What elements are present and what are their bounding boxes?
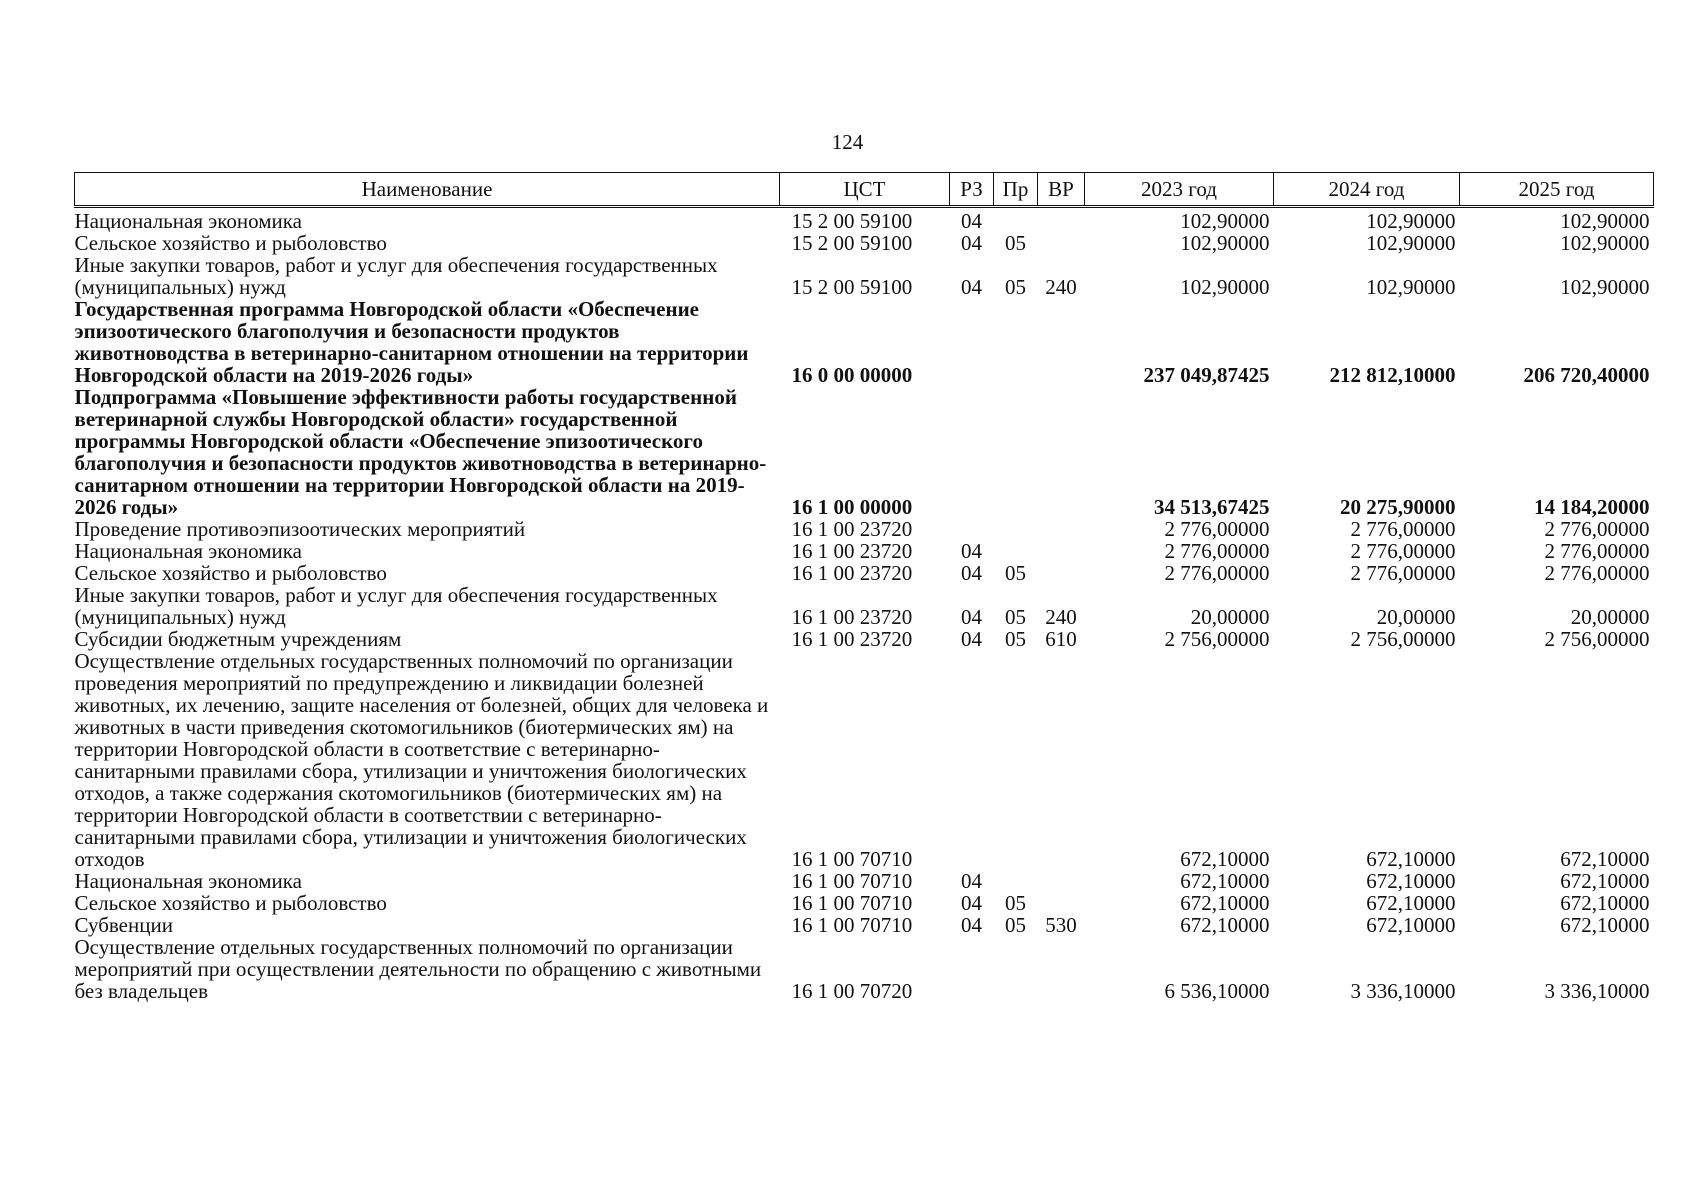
cell-pr: 05 <box>1005 231 1026 255</box>
header-2024: 2024 год <box>1274 173 1460 207</box>
cell-cst: 15 2 00 59100 <box>791 231 913 255</box>
budget-table <box>74 172 1654 1002</box>
cell-cst: 16 1 00 23720 <box>791 561 913 585</box>
cell-name: Подпрограмма «Повышение эффективности работы государственной ветеринарной службы Новгородской области» государственной программы Новгородской области «Обеспечение эпизоотического благополучия и безопасности продуктов животноводства в ветеринарно-санитарном отношении на территории Новгородской области на 2019-2026 годы» <box>74 385 767 519</box>
table-row <box>75 386 1654 518</box>
cell-rz: 04 <box>961 539 982 563</box>
cell-vr <box>1038 298 1085 386</box>
table-row <box>75 936 1654 1002</box>
cell-pr <box>994 870 1038 892</box>
table-row <box>75 628 1654 650</box>
cell-rz: 04 <box>961 209 982 233</box>
cell-name: Сельское хозяйство и рыболовство <box>74 561 387 585</box>
cell-vr: 240 <box>1045 275 1077 299</box>
table-body <box>75 207 1654 1003</box>
cell-name: Проведение противоэпизоотических мероприятий <box>74 517 526 541</box>
cell-pr: 05 <box>1005 913 1026 937</box>
cell-2024: 102,90000 <box>1366 275 1456 299</box>
cell-2024: 2 776,00000 <box>1350 539 1456 563</box>
cell-rz: 04 <box>961 913 982 937</box>
cell-vr <box>1038 518 1085 540</box>
cell-2023: 2 756,00000 <box>1164 627 1270 651</box>
header-rz: РЗ <box>950 173 994 207</box>
cell-2023: 102,90000 <box>1180 209 1270 233</box>
cell-2025: 2 776,00000 <box>1544 517 1650 541</box>
cell-2024: 102,90000 <box>1366 231 1456 255</box>
cell-name: Государственная программа Новгородской области «Обеспечение эпизоотического благополучия и безопасности продуктов животноводства в ветеринарно-санитарном отношении на территории Новгородской области на 2019-2026 годы» <box>74 297 749 387</box>
cell-pr: 05 <box>1005 891 1026 915</box>
cell-name: Национальная экономика <box>74 209 302 233</box>
cell-2023: 34 513,67425 <box>1154 495 1270 519</box>
cell-pr: 05 <box>1005 561 1026 585</box>
cell-pr <box>994 386 1038 518</box>
cell-2023: 2 776,00000 <box>1164 539 1270 563</box>
cell-rz <box>950 936 994 1002</box>
cell-pr <box>994 650 1038 870</box>
cell-cst: 16 1 00 23720 <box>791 605 913 629</box>
cell-vr <box>1038 540 1085 562</box>
cell-2024: 212 812,10000 <box>1329 363 1456 387</box>
cell-vr <box>1038 207 1085 233</box>
cell-2025: 20,00000 <box>1570 605 1650 629</box>
cell-cst: 16 1 00 70710 <box>791 869 913 893</box>
cell-name: Иные закупки товаров, работ и услуг для обеспечения государственных (муниципальных) нужд <box>74 583 718 629</box>
cell-name: Осуществление отдельных государственных полномочий по организации проведения мероприятий по предупреждению и ликвидации болезней животных, их лечению, защите населения от болезней, общих для человека и животных в части приведения скотомогильников (биотермических ям) на территории Новгородской области в соответствие с ветеринарно-санитарными правилами сбора, утилизации и уничтожения биологических отходов, а также содержания скотомогильников (биотермических ям) на территории Новгородской области в соответствии с ветеринарно-санитарными правилами сбора, утилизации и уничтожения биологических отходов <box>74 649 769 871</box>
cell-rz: 04 <box>961 627 982 651</box>
cell-2025: 2 776,00000 <box>1544 539 1650 563</box>
cell-2024: 672,10000 <box>1366 847 1456 871</box>
cell-2024: 2 756,00000 <box>1350 627 1456 651</box>
cell-cst: 16 1 00 23720 <box>791 627 913 651</box>
table-row <box>75 584 1654 628</box>
cell-pr <box>994 518 1038 540</box>
cell-rz: 04 <box>961 231 982 255</box>
cell-2025: 206 720,40000 <box>1523 363 1650 387</box>
cell-rz: 04 <box>961 275 982 299</box>
cell-2025: 672,10000 <box>1560 891 1650 915</box>
table-row <box>75 914 1654 936</box>
cell-2025: 672,10000 <box>1560 847 1650 871</box>
cell-2025: 14 184,20000 <box>1534 495 1650 519</box>
table-row <box>75 540 1654 562</box>
cell-2024: 20,00000 <box>1376 605 1456 629</box>
page-number: 124 <box>831 130 864 154</box>
cell-2024: 672,10000 <box>1366 913 1456 937</box>
header-2023: 2023 год <box>1085 173 1274 207</box>
header-name: Наименование <box>75 173 780 207</box>
cell-vr <box>1038 870 1085 892</box>
table-row <box>75 254 1654 298</box>
cell-vr <box>1038 232 1085 254</box>
cell-rz <box>950 298 994 386</box>
cell-pr <box>994 936 1038 1002</box>
cell-pr: 05 <box>1005 627 1026 651</box>
cell-pr <box>994 540 1038 562</box>
cell-cst: 15 2 00 59100 <box>791 275 913 299</box>
cell-cst: 16 1 00 23720 <box>791 517 913 541</box>
cell-vr <box>1038 386 1085 518</box>
cell-2024: 2 776,00000 <box>1350 561 1456 585</box>
cell-cst: 16 1 00 70710 <box>791 891 913 915</box>
cell-2023: 102,90000 <box>1180 275 1270 299</box>
cell-name: Иные закупки товаров, работ и услуг для обеспечения государственных (муниципальных) нужд <box>74 253 718 299</box>
cell-pr: 05 <box>1005 605 1026 629</box>
cell-2025: 672,10000 <box>1560 913 1650 937</box>
cell-vr <box>1038 650 1085 870</box>
cell-vr: 530 <box>1045 913 1077 937</box>
cell-2023: 672,10000 <box>1180 913 1270 937</box>
cell-name: Субсидии бюджетным учреждениям <box>74 627 402 651</box>
table-header <box>75 173 1654 207</box>
cell-rz <box>950 650 994 870</box>
cell-2023: 672,10000 <box>1180 847 1270 871</box>
cell-name: Осуществление отдельных государственных полномочий по организации мероприятий при осуществлении деятельности по обращению с животными без владельцев <box>74 935 762 1003</box>
cell-cst: 16 1 00 00000 <box>791 495 913 519</box>
table-row <box>75 207 1654 233</box>
table-row <box>75 518 1654 540</box>
cell-2023: 20,00000 <box>1190 605 1270 629</box>
cell-rz <box>950 386 994 518</box>
cell-2025: 102,90000 <box>1560 275 1650 299</box>
cell-2024: 672,10000 <box>1366 891 1456 915</box>
cell-pr: 05 <box>1005 275 1026 299</box>
cell-name: Национальная экономика <box>74 539 302 563</box>
cell-2025: 102,90000 <box>1560 209 1650 233</box>
cell-2023: 672,10000 <box>1180 869 1270 893</box>
cell-vr: 240 <box>1045 605 1077 629</box>
table-row <box>75 650 1654 870</box>
cell-vr <box>1038 936 1085 1002</box>
table-row <box>75 232 1654 254</box>
cell-2024: 2 776,00000 <box>1350 517 1456 541</box>
cell-rz <box>950 518 994 540</box>
cell-cst: 16 1 00 70710 <box>791 913 913 937</box>
cell-name: Сельское хозяйство и рыболовство <box>74 231 387 255</box>
cell-rz: 04 <box>961 869 982 893</box>
cell-name: Национальная экономика <box>74 869 302 893</box>
cell-2025: 3 336,10000 <box>1544 979 1650 1003</box>
cell-pr <box>994 298 1038 386</box>
cell-2025: 102,90000 <box>1560 231 1650 255</box>
cell-vr: 610 <box>1045 627 1077 651</box>
cell-cst: 16 1 00 23720 <box>791 539 913 563</box>
header-row <box>75 173 1654 207</box>
cell-cst: 16 0 00 00000 <box>791 363 913 387</box>
cell-2025: 672,10000 <box>1560 869 1650 893</box>
cell-vr <box>1038 562 1085 584</box>
cell-pr <box>994 207 1038 233</box>
table-row <box>75 298 1654 386</box>
cell-2023: 237 049,87425 <box>1143 363 1270 387</box>
table-row <box>75 562 1654 584</box>
cell-2025: 2 776,00000 <box>1544 561 1650 585</box>
header-cst: ЦСТ <box>780 173 950 207</box>
table-row <box>75 870 1654 892</box>
cell-cst: 16 1 00 70720 <box>791 979 913 1003</box>
header-pr: Пр <box>994 173 1038 207</box>
cell-2023: 2 776,00000 <box>1164 517 1270 541</box>
cell-rz: 04 <box>961 891 982 915</box>
cell-rz: 04 <box>961 561 982 585</box>
cell-2023: 2 776,00000 <box>1164 561 1270 585</box>
cell-rz: 04 <box>961 605 982 629</box>
cell-cst: 15 2 00 59100 <box>791 209 913 233</box>
header-vr: ВР <box>1038 173 1085 207</box>
cell-2024: 20 275,90000 <box>1340 495 1456 519</box>
cell-2023: 6 536,10000 <box>1164 979 1270 1003</box>
cell-cst: 16 1 00 70710 <box>791 847 913 871</box>
cell-vr <box>1038 892 1085 914</box>
header-2025: 2025 год <box>1460 173 1654 207</box>
cell-2024: 3 336,10000 <box>1350 979 1456 1003</box>
cell-2024: 102,90000 <box>1366 209 1456 233</box>
table-row <box>75 892 1654 914</box>
cell-2024: 672,10000 <box>1366 869 1456 893</box>
cell-name: Сельское хозяйство и рыболовство <box>74 891 387 915</box>
cell-2023: 102,90000 <box>1180 231 1270 255</box>
cell-name: Субвенции <box>74 913 173 937</box>
cell-2023: 672,10000 <box>1180 891 1270 915</box>
cell-2025: 2 756,00000 <box>1544 627 1650 651</box>
